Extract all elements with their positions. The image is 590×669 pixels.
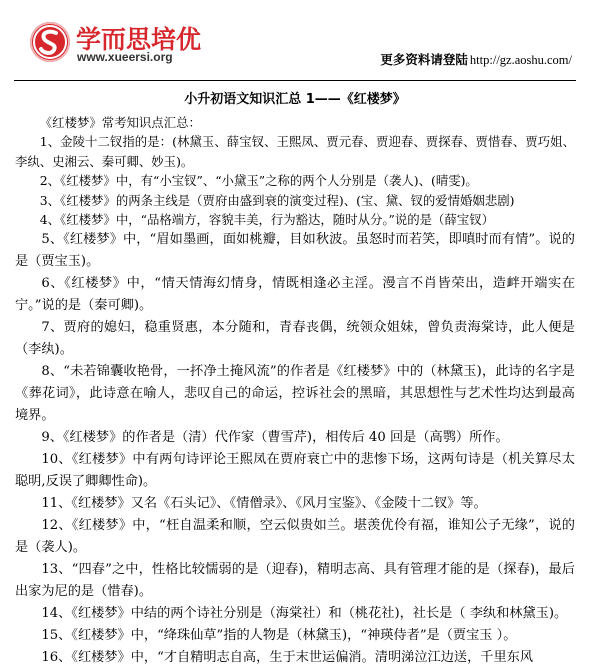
paragraph-5: 5、《红楼梦》中，“眉如墨画，面如桃瓣，目如秋波。虽怒时而若笑，即嗔时而有情”。说的是（贾宝玉)。 (15, 232, 575, 270)
header-divider (14, 80, 576, 81)
paragraph-13: 13、“四春”之中，性格比较懦弱的是（迎春)，精明志高、具有管理才能的是（探春)，最后出家为尼的是（惜春)。 (15, 562, 575, 600)
brand-name: 学而思培优 (76, 25, 202, 54)
promo-text: 更多资料请登陆 (380, 52, 468, 67)
paragraph-3: 3、《红楼梦》的两条主线是（贾府由盛到衰的演变过程)、(宝、黛、钗的爱情婚姻悲剧) (39, 192, 515, 208)
paragraph-8: 8、“未若锦囊收艳骨，一抔净土掩风流”的作者是《红楼梦》中的（林黛玉)，此诗的名字是《葬花词》，此诗意在喻人，悲叹自己的命运，控诉社会的黑暗，其思想性与艺术性均达到最高境界。 (15, 364, 575, 424)
page-header (0, 0, 590, 82)
paragraph-12: 12、《红楼梦》中，“枉自温柔和顺，空云似贵如兰。堪羡优伶有福，谁知公子无缘”，说的是（袭人)。 (15, 518, 575, 556)
paragraph-2: 2、《红楼梦》中，有“小宝钗”、“小黛玉”之称的两个人分别是（袭人)、(晴雯)。 (39, 173, 478, 189)
paragraph-15: 15、《红楼梦》中，“绛珠仙草”指的人物是（林黛玉)，“神瑛侍者”是（贾宝玉 ）。 (41, 628, 517, 644)
paragraph-intro: 《红楼梦》常考知识点汇总： (39, 115, 201, 130)
paragraph-1: 1、金陵十二钗指的是：(林黛玉、薛宝钗、王熙凤、贾元春、贾迎春、贾探春、贾惜春、贾巧姐、李纨、史湘云、秦可卿、妙玉)。 (15, 134, 575, 169)
brand-url[interactable]: www.xueersi.org (77, 50, 173, 64)
paragraph-4: 4、《红楼梦》中，“品格端方，容貌丰美，行为豁达，随时从分。”说的是（薛宝钗） (39, 212, 495, 228)
promo-line (380, 50, 572, 68)
paragraph-9: 9、《红楼梦》的作者是（清）代作家（曹雪芹)，相传后 40 回是（高鹗）所作。 (41, 430, 509, 446)
document-body (15, 91, 575, 669)
paragraph-7: 7、贾府的媳妇，稳重贤惠，本分随和，青春丧偶，统领众姐妹，曾负责海棠诗，此人便是（李纨)。 (15, 320, 575, 358)
logo-emblem-icon (30, 22, 70, 62)
paragraph-6: 6、《红楼梦》中，“情天情海幻情身，情既相逢必主淫。漫言不肖皆荣出，造衅开端实在宁。”说的是（秦可卿)。 (15, 276, 575, 314)
promo-link[interactable]: http://gz.aoshu.com/ (469, 53, 572, 67)
paragraph-10: 10、《红楼梦》中有两句诗评论王熙凤在贾府衰亡中的悲惨下场，这两句诗是（机关算尽太聪明,反误了卿卿性命)。 (15, 452, 575, 490)
paragraph-16-partial: 16、《红楼梦》中，“才自精明志自高，生于末世运偏消。清明涕泣江边送，千里东风 (41, 650, 534, 666)
paragraph-11: 11、《红楼梦》又名《石头记》、《情僧录》、《风月宝鉴》、《金陵十二钗》等。 (41, 496, 487, 512)
document-title: 小升初语文知识汇总 1——《红楼梦》 (184, 92, 406, 107)
paragraph-14: 14、《红楼梦》中结的两个诗社分别是（海棠社）和（桃花社)，社长是（ 李纨和林黛玉)。 (41, 606, 568, 622)
xueersi-logo (30, 22, 260, 72)
